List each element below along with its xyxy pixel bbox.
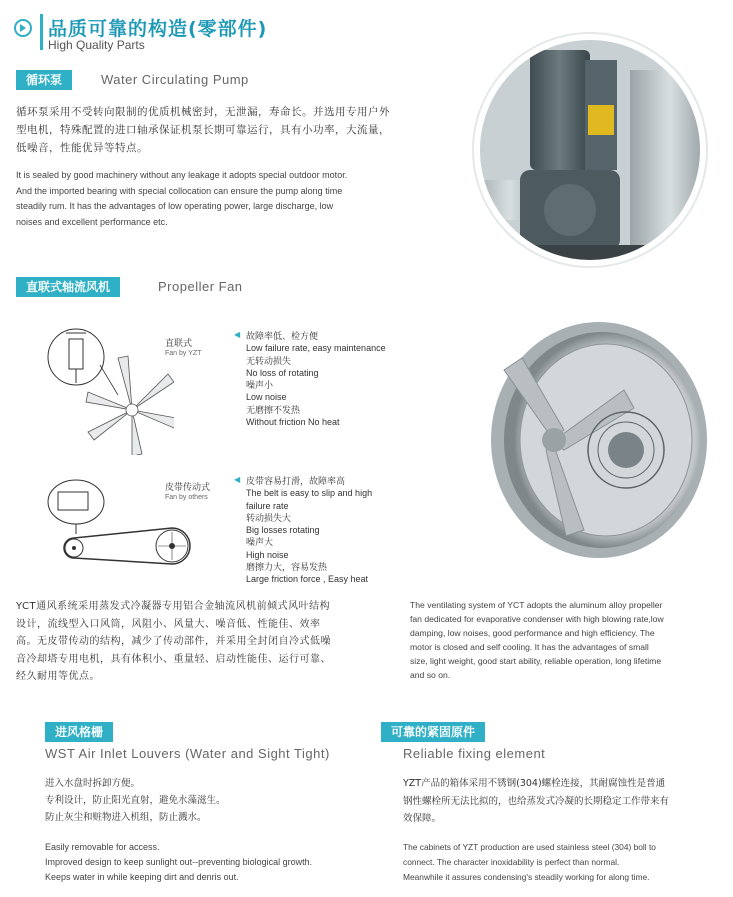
pump-tag: 循环泵	[16, 70, 72, 90]
bullet-triangle-icon: ◀	[234, 475, 241, 484]
fixing-text-cn	[403, 775, 669, 828]
point: 皮带容易打滑，故障率高	[246, 476, 346, 486]
text-line: 专利设计，防止阳光直射，避免水藻滋生。	[45, 795, 226, 806]
pump-text-en	[16, 168, 456, 230]
belt-label-en: Fan by others	[165, 494, 208, 501]
page-title: 品质可靠的构造(零部件)	[48, 18, 268, 40]
text-line: 高。无皮带传动的结构，减少了传动部件，并采用全封闭自冷式低噪	[16, 636, 331, 647]
text-line: The ventilating system of YCT adopts the aluminum alloy propeller	[410, 600, 663, 610]
fan-photo	[474, 320, 714, 570]
text-line: and so on.	[410, 670, 451, 680]
title-divider	[40, 14, 43, 50]
text-line: 钢性螺栓所无法比拟的，也给蒸发式冷凝的长期稳定工作带来有	[403, 795, 670, 807]
text-line: Improved design to keep sunlight out--preventing biological growth.	[45, 857, 313, 867]
louvers-text-en	[45, 840, 312, 885]
point: High noise	[246, 549, 289, 560]
point: No loss of rotating	[246, 367, 319, 378]
text-line: 经久耐用等优点。	[16, 671, 100, 682]
text-line: It is sealed by good machinery without any leakage it adopts special outdoor motor.	[16, 170, 348, 180]
point: Big losses rotating	[246, 525, 320, 536]
text-line: And the imported bearing with special collocation can ensure the pump along time	[16, 185, 343, 196]
fan-text-en	[410, 598, 720, 682]
text-line: 设计，流线型入口风筒，风阻小、风量大、噪音低、性能佳、效率	[16, 618, 321, 630]
text-line: Keeps water in while keeping dirt and denris out.	[45, 872, 239, 882]
fan-tag: 直联式轴流风机	[16, 277, 120, 297]
text-line: fan dedicated for evaporative condenser with high blowing rate,low	[410, 614, 664, 624]
text-line: 防止灰尘和赃物进入机组，防止溅水。	[45, 812, 207, 823]
pump-text-cn	[16, 103, 456, 157]
point: Without friction No heat	[246, 417, 340, 428]
page-subtitle: High Quality Parts	[48, 38, 145, 52]
text-line: 进入水盘时拆卸方便。	[45, 778, 141, 789]
text-line: 型电机，特殊配置的进口轴承保证机泵长期可靠运行，具有小功率，大流量，	[16, 124, 390, 136]
point: 故障率低、检方便	[246, 331, 319, 341]
fan-tag-en: Propeller Fan	[158, 279, 243, 294]
fixing-tag-en: Reliable fixing element	[403, 746, 546, 761]
point: 无转动损失	[246, 355, 292, 366]
text-line: motor is closed and self cooling. It has the advantages of small	[410, 642, 649, 652]
text-line: damping, low noises, good performance and high efficiency. The	[410, 628, 655, 638]
text-line: noises and excellent performance etc.	[16, 216, 168, 227]
text-line: YZT产品的箱体采用不锈钢(304)螺栓连接，其耐腐蚀性是普通	[403, 778, 666, 789]
direct-points	[246, 330, 386, 428]
louvers-tag-en: WST Air Inlet Louvers (Water and Sight Tight)	[45, 746, 330, 761]
text-line: steadily rum. It has the advantages of low operating power, large discharge, low	[16, 201, 334, 211]
direct-label: 直联式	[165, 339, 193, 349]
direct-fan-diagram	[44, 325, 174, 455]
text-line: 低噪音，性能优异等特点。	[16, 142, 148, 154]
fan-text-cn	[16, 598, 396, 686]
louvers-text-cn	[45, 775, 226, 826]
belt-label: 皮带传动式	[165, 483, 211, 493]
fixing-text-en	[403, 840, 656, 885]
point: 噪声大	[246, 537, 274, 548]
point: failure rate	[246, 500, 289, 511]
louvers-tag: 进风格栅	[45, 722, 113, 742]
point: Low noise	[246, 392, 287, 403]
pump-photo	[470, 30, 710, 270]
text-line: connect. The character inoxidability is perfect than normal.	[403, 857, 620, 867]
text-line: Easily removable for access.	[45, 842, 160, 852]
text-line: The cabinets of YZT production are used stainless steel (304) boll to	[403, 842, 656, 852]
text-line: 循环泵采用不受转向限制的优质机械密封，无泄漏，寿命长。并选用专用户外	[16, 106, 390, 118]
fixing-tag: 可靠的紧固原件	[381, 722, 485, 742]
bullet-triangle-icon: ◀	[234, 330, 241, 339]
point: 转动损失大	[246, 512, 292, 523]
point: Low failure rate, easy maintenance	[246, 343, 386, 354]
text-line: size, light weight, good start ability, reliable operation, long lifetime	[410, 656, 662, 666]
point: Large friction force , Easy heat	[246, 574, 369, 585]
text-line: 效保障。	[403, 813, 442, 824]
direct-label-en: Fan by YZT	[165, 350, 202, 357]
text-line: 音冷却塔专用电机，具有体积小、重量轻、启动性能佳、运行可靠、	[16, 653, 331, 665]
point: 磨擦力大，容易发热	[246, 562, 328, 573]
point: 无磨擦不发热	[246, 404, 301, 415]
text-line: Meanwhile it assures condensing's steadily working for along time.	[403, 872, 650, 882]
pump-tag-en: Water Circulating Pump	[101, 72, 249, 87]
section-arrow-icon	[14, 19, 32, 37]
belt-points	[246, 475, 372, 586]
text-line: YCT通风系统采用蒸发式冷凝器专用铝合金轴流风机前倾式风叶结构	[16, 601, 331, 612]
point: 噪声小	[246, 380, 274, 391]
point: The belt is easy to slip and high	[246, 488, 373, 499]
